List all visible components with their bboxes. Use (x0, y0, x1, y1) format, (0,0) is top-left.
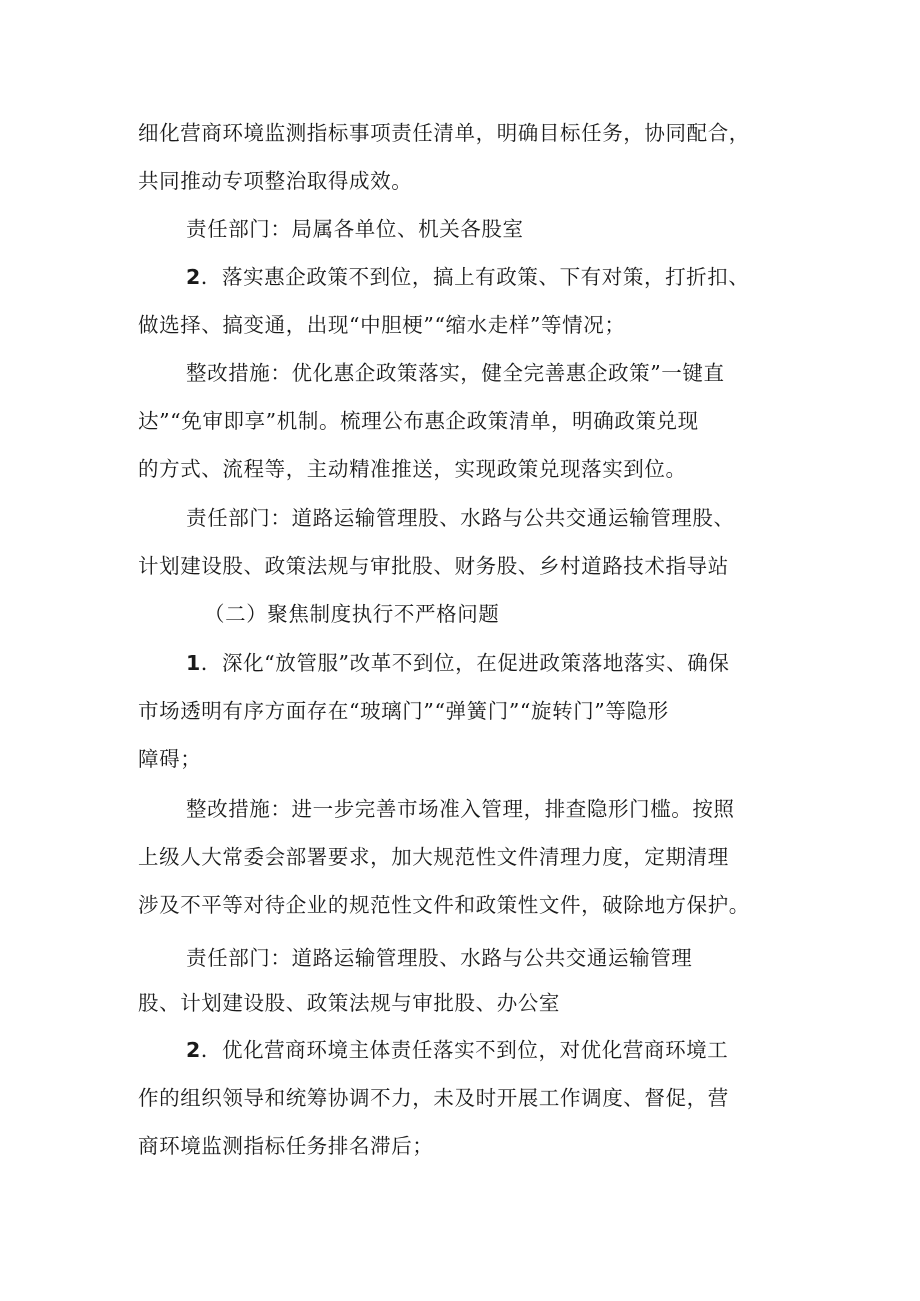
paragraph-line: 股、计划建设股、政策法规与审批股、办公室 (138, 991, 560, 1015)
issue-item-2-line: 2．落实惠企政策不到位，搞上有政策、下有对策，打折扣、 (186, 265, 750, 289)
issue-item-2-line: 2．优化营商环境主体责任落实不到位，对优化营商环境工 (186, 1038, 729, 1062)
paragraph-line: 上级人大常委会部署要求，加大规范性文件清理力度，定期清理 (138, 845, 729, 869)
paragraph-line: 涉及不平等对待企业的规范性文件和政策性文件，破除地方保护。 (138, 893, 750, 917)
paragraph-line: 达”“免审即享”机制。梳理公布惠企政策清单，明确政策兑现 (138, 409, 699, 433)
item-number: 1 (186, 651, 201, 675)
paragraph-line: 的方式、流程等，主动精准推送，实现政策兑现落实到位。 (138, 457, 687, 481)
paragraph-line: 障碍； (138, 747, 202, 771)
responsible-department-line: 责任部门：道路运输管理股、水路与公共交通运输管理 (186, 946, 693, 970)
paragraph-line: 商环境监测指标任务排名滞后； (138, 1134, 434, 1158)
paragraph-line: 做选择、搞变通，出现“中胆梗”“缩水走样”等情况； (138, 313, 626, 337)
paragraph-line: 细化营商环境监测指标事项责任清单，明确目标任务，协同配合， (138, 121, 750, 145)
responsible-department-line: 责任部门：道路运输管理股、水路与公共交通运输管理股、 (186, 506, 735, 530)
paragraph-line: 共同推动专项整治取得成效。 (138, 169, 413, 193)
paragraph-line: 市场透明有序方面存在“玻璃门”“弹簧门”“旋转门”等隐形 (138, 699, 669, 723)
responsible-department-line: 责任部门：局属各单位、机关各股室 (186, 217, 524, 241)
item-number: 2 (186, 1038, 201, 1062)
paragraph-line: 计划建设股、政策法规与审批股、财务股、乡村道路技术指导站 (138, 554, 729, 578)
paragraph-line: 作的组织领导和统筹协调不力，未及时开展工作调度、督促，营 (138, 1086, 729, 1110)
issue-item-1-line: 1．深化“放管服”改革不到位，在促进政策落地落实、确保 (186, 651, 730, 675)
rectification-measures-line: 整改措施：优化惠企政策落实，健全完善惠企政策”一键直 (186, 361, 725, 385)
item-number: 2 (186, 265, 201, 289)
rectification-measures-line: 整改措施：进一步完善市场准入管理，排查隐形门槛。按照 (186, 797, 735, 821)
section-heading: （二）聚焦制度执行不严格问题 (204, 602, 500, 626)
